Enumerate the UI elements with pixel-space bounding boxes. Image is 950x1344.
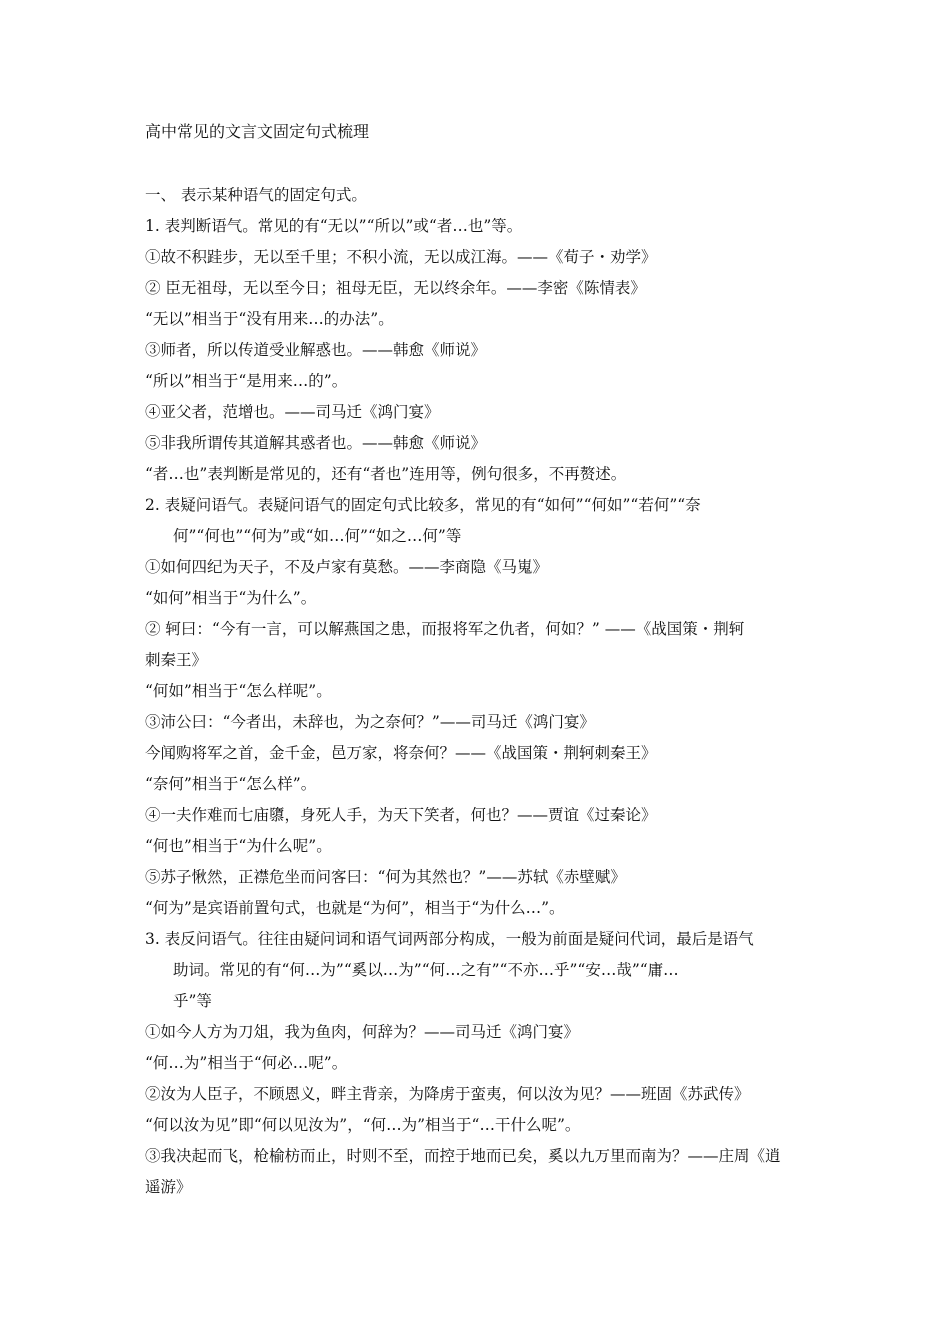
explanation-line: “者…也”表判断是常见的，还有“者也”连用等，例句很多，不再赘述。 — [145, 465, 627, 483]
document-body — [145, 180, 810, 1203]
subsection-heading: 3. 表反问语气。往往由疑问词和语气词两部分构成，一般为前面是疑问代词，最后是语气 — [145, 930, 754, 948]
explanation-line: “所以”相当于“是用来…的”。 — [145, 372, 348, 390]
explanation-line: “奈何”相当于“怎么样”。 — [145, 775, 317, 793]
example-line: ② 轲曰：“今有一言，可以解燕国之患，而报将军之仇者，何如？” ——《战国策・荆轲 — [145, 620, 745, 638]
subsection-heading-continuation: 助词。常见的有“何…为”“奚以…为”“何…之有”“不亦…乎”“安…哉”“庸… — [173, 961, 679, 979]
section-heading: 一、 表示某种语气的固定句式。 — [145, 186, 367, 204]
explanation-line: “如何”相当于“为什么”。 — [145, 589, 317, 607]
explanation-line: “何也”相当于“为什么呢”。 — [145, 837, 332, 855]
example-line: ⑤非我所谓传其道解其惑者也。——韩愈《师说》 — [145, 434, 487, 452]
example-line-continuation: 刺秦王》 — [145, 651, 208, 669]
example-line: ②汝为人臣子，不顾恩义，畔主背亲，为降虏于蛮夷，何以汝为见？——班固《苏武传》 — [145, 1085, 750, 1103]
example-line: ①如何四纪为天子，不及卢家有莫愁。——李商隐《马嵬》 — [145, 558, 549, 576]
subsection-heading-continuation: 乎”等 — [173, 992, 212, 1010]
example-line: ③我决起而飞，枪榆枋而止，时则不至，而控于地而已矣，奚以九万里而南为？——庄周《逍 — [145, 1147, 781, 1165]
subsection-heading: 2. 表疑问语气。表疑问语气的固定句式比较多，常见的有“如何”“何如”“若何”“奈 — [145, 496, 701, 514]
subsection-heading-continuation: 何”“何也”“何为”或“如…何”“如之…何”等 — [173, 527, 462, 545]
explanation-line: “无以”相当于“没有用来…的办法”。 — [145, 310, 394, 328]
explanation-line: “何为”是宾语前置句式，也就是“为何”，相当于“为什么…”。 — [145, 899, 565, 917]
example-line: ② 臣无祖母，无以至今日；祖母无臣，无以终余年。——李密《陈情表》 — [145, 279, 646, 297]
explanation-line: “何…为”相当于“何必…呢”。 — [145, 1054, 348, 1072]
explanation-line: “何以汝为见”即“何以见汝为”，“何…为”相当于“…干什么呢”。 — [145, 1116, 581, 1134]
example-line: ⑤苏子愀然，正襟危坐而问客曰：“何为其然也？”——苏轼《赤壁赋》 — [145, 868, 626, 886]
example-line: 今闻购将军之首，金千金，邑万家，将奈何？——《战国策・荆轲刺秦王》 — [145, 744, 657, 762]
example-line: ④亚父者，范增也。——司马迁《鸿门宴》 — [145, 403, 440, 421]
explanation-line: “何如”相当于“怎么样呢”。 — [145, 682, 332, 700]
example-line: ④一夫作难而七庙隳，身死人手，为天下笑者，何也？——贾谊《过秦论》 — [145, 806, 657, 824]
example-line: ③师者，所以传道受业解惑也。——韩愈《师说》 — [145, 341, 487, 359]
document-title: 高中常见的文言文固定句式梳理 — [145, 122, 370, 141]
example-line-continuation: 遥游》 — [145, 1178, 192, 1196]
example-line: ①如今人方为刀俎，我为鱼肉，何辞为？——司马迁《鸿门宴》 — [145, 1023, 580, 1041]
subsection-heading: 1. 表判断语气。常见的有“无以”“所以”或“者…也”等。 — [145, 217, 523, 235]
example-line: ③沛公曰：“今者出，未辞也，为之奈何？”——司马迁《鸿门宴》 — [145, 713, 595, 731]
example-line: ①故不积跬步，无以至千里；不积小流，无以成江海。——《荀子・劝学》 — [145, 248, 657, 266]
